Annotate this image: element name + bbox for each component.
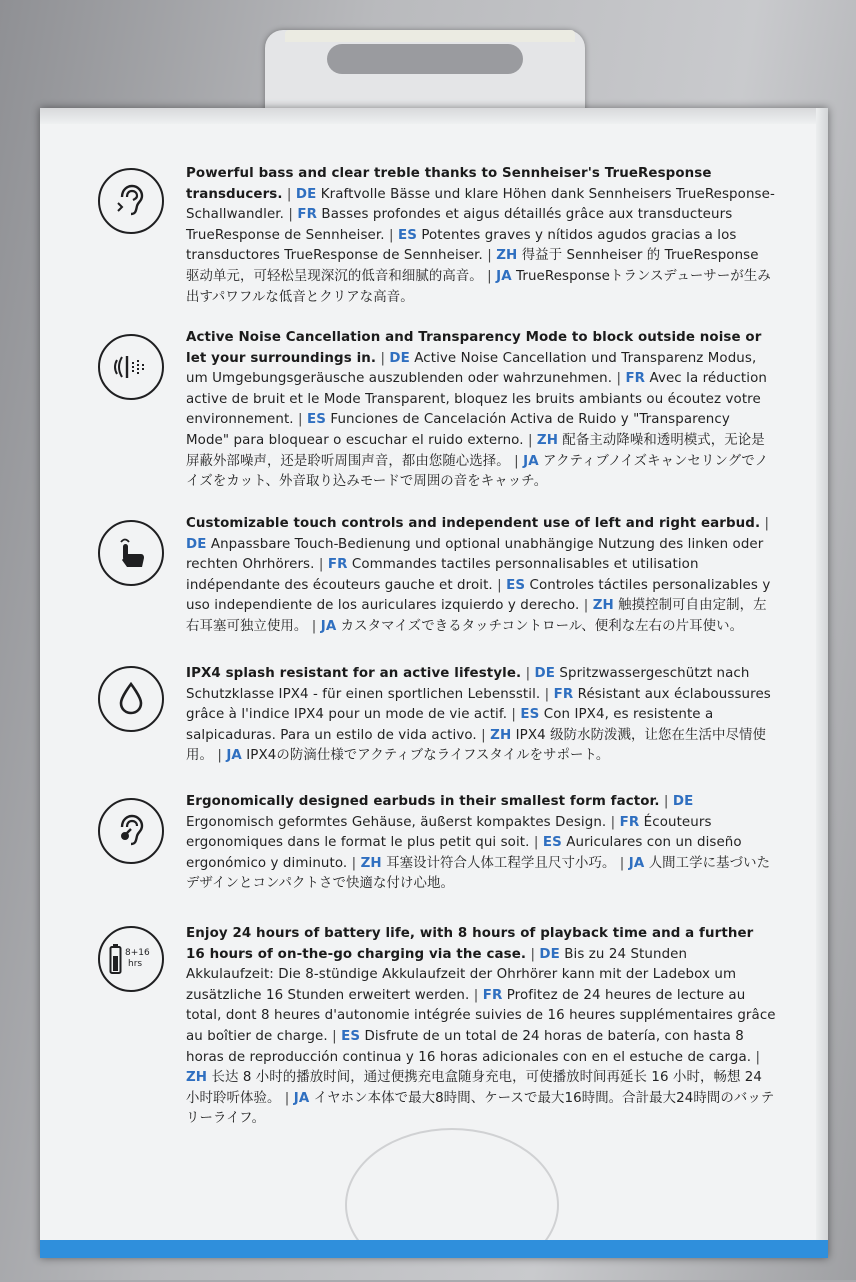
text-es: Con IPX4, es resistente a salpicaduras. Para un estilo de vida activo. xyxy=(186,707,714,743)
text-fr: Profitez de 24 heures de lecture au total, dont 8 heures d'autonomie intégrée suivies de 16 heures supplémentaires grâce au boîtier de charge. xyxy=(186,987,776,1044)
lang-code-ja: JA xyxy=(226,748,242,764)
ear-earbud-icon xyxy=(98,798,164,864)
text-ja: IPX4の防滴仕様でアクティブなライフスタイルをサポート。 xyxy=(246,748,610,764)
lang-code-ja: JA xyxy=(496,268,512,284)
battery-label-line1: 8+16 xyxy=(125,948,150,958)
text-ja: 人間工学に基づいたデザインとコンパクトさで快適な付け心地。 xyxy=(186,855,771,892)
lang-code-fr: FR xyxy=(482,987,503,1003)
feature-headline: IPX4 splash resistant for an active lifestyle. xyxy=(186,666,522,681)
lang-code-fr: FR xyxy=(327,557,348,573)
feature-text: Ergonomically designed earbuds in their smallest form factor. | DE Ergonomisch geformtes Gehäuse, äußerst kompaktes Design. | FR Écouteurs ergonomiques dans le format le plus petit qui soit. | ES Auriculares con un diseño ergonómico y diminuto. | ZH 耳塞设计符合人体工程学且尺寸小巧。 | JA 人間工学に基づいたデザインとコンパクトさで快適な付け心地。 xyxy=(186,794,771,892)
tag-strip xyxy=(285,30,575,42)
lang-code-de: DE xyxy=(539,946,560,962)
blue-accent-strip xyxy=(40,1240,828,1258)
feature-headline: Customizable touch controls and independent use of left and right earbud. xyxy=(186,516,761,531)
text-ja: カスタマイズできるタッチコントロール、便利な左右の片耳使い。 xyxy=(340,618,744,634)
text-zh: IPX4 级防水防泼溅，让您在生活中尽情使用。 xyxy=(186,727,766,764)
box-top-edge xyxy=(40,108,828,124)
text-ja: アクティブノイズキャンセリングでノイズをカット、外音取り込みモードで周囲の音をキャッチ。 xyxy=(186,453,769,490)
text-zh: 耳塞设计符合人体工程学且尺寸小巧。 xyxy=(386,855,616,871)
text-de: Spritzwassergeschützt nach Schutzklasse IPX4 - für einen sportlichen Lebensstil. xyxy=(186,666,750,702)
lang-code-zh: ZH xyxy=(536,432,559,448)
lang-code-fr: FR xyxy=(553,686,574,702)
text-fr: Basses profondes et aigus détaillés grâce aux transducteurs TrueResponse de Sennheiser. xyxy=(186,207,733,243)
feature-text: Customizable touch controls and independent use of left and right earbud. | DE Anpassbare Touch-Bedienung und optional unabhängige Nutzung des linken oder rechten Ohrhörers. | FR Commandes tactiles personnalisables et utilisation indépendante des écouteurs gauche et droit. | ES Controles táctiles personalizables y uso independiente de los auriculares izquierdo y derecho. | ZH 触摸控制可自由定制，左右耳塞可独立使用。 | JA カスタマイズできるタッチコントロール、便利な左右の片耳使い。 xyxy=(186,516,771,634)
text-de: Anpassbare Touch-Bedienung und optional unabhängige Nutzung des linken oder rechten Ohrhörers. xyxy=(186,536,764,573)
lang-code-de: DE xyxy=(295,186,317,202)
lang-code-es: ES xyxy=(397,227,417,243)
lang-code-zh: ZH xyxy=(360,855,382,871)
feature-headline: Ergonomically designed earbuds in their smallest form factor. xyxy=(186,794,660,809)
noise-cancellation-icon xyxy=(98,334,164,400)
text-es: Disfrute de un total de 24 horas de batería, con hasta 8 horas de reproducción continua y 16 horas adicionales con en el estuche de carga. xyxy=(186,1028,752,1065)
pull-tab-outline xyxy=(345,1128,559,1282)
lang-code-zh: ZH xyxy=(592,598,614,614)
text-zh: 长达 8 小时的播放时间，通过便携充电盒随身充电，可使播放时间再延长 16 小时，畅想 24 小时聆听体验。 xyxy=(186,1070,763,1106)
lang-code-fr: FR xyxy=(297,207,318,223)
text-ja: イヤホン本体で最大8時間、ケースで最大16時間。合計最大24時間のバッテリーライフ。 xyxy=(186,1090,775,1127)
box-right-edge xyxy=(816,108,828,1258)
text-de: Kraftvolle Bässe und klare Höhen dank Sennheisers TrueResponse-Schallwandler. xyxy=(186,186,775,223)
text-zh: 配备主动降噪和透明模式，无论是屏蔽外部噪声，还是聆听周围声音，都由您随心选择。 xyxy=(186,432,765,469)
package-back xyxy=(40,108,828,1258)
text-fr: Commandes tactiles personnalisables et utilisation indépendante des écouteurs gauche et droit. xyxy=(186,557,699,593)
lang-code-es: ES xyxy=(542,835,562,851)
text-de: Bis zu 24 Stunden Akkulaufzeit: Die 8-stündige Akkulaufzeit der Ohrhörer kann mit der Ladebox um zusätzliche 16 Stunden erweitert werden. xyxy=(186,946,737,1003)
battery-icon xyxy=(98,926,164,992)
water-drop-icon xyxy=(98,666,164,732)
feature-headline: Active Noise Cancellation and Transparency Mode to block outside noise or let your surroundings in. xyxy=(186,330,762,366)
feature-text: Powerful bass and clear treble thanks to Sennheiser's TrueResponse transducers. | DE Kraftvolle Bässe und klare Höhen dank Sennheisers TrueResponse-Schallwandler. | FR Basses profondes et aigus détaillés grâce aux transducteurs TrueResponse de Sennheiser. | ES Potentes graves y nítidos agudos gracias a los transductores TrueResponse de Sennheiser. | ZH 得益于 Sennheiser 的 TrueResponse 驱动单元，可轻松呈现深沉的低音和细腻的高音。 | JA TrueResponseトランスデューサーが生み出すパワフルな低音とクリアな高音。 xyxy=(186,166,775,305)
feature-text: IPX4 splash resistant for an active lifestyle. | DE Spritzwassergeschützt nach Schutzklasse IPX4 - für einen sportlichen Lebensstil. | FR Résistant aux éclaboussures grâce à l'indice IPX4 pour un mode de vie actif. | ES Con IPX4, es resistente a salpicaduras. Para un estilo de vida activo. | ZH IPX4 级防水防泼溅，让您在生活中尽情使用。 | JA IPX4の防滴仕様でアクティブなライフスタイルをサポート。 xyxy=(186,666,771,764)
lang-code-zh: ZH xyxy=(490,727,512,743)
text-de: Active Noise Cancellation und Transparenz Modus, um Umgebungsgeräusche auszublenden oder wahrzunehmen. xyxy=(186,350,757,387)
text-fr: Écouteurs ergonomiques dans le format le plus petit qui soit. xyxy=(186,814,712,851)
hang-slot xyxy=(327,44,523,74)
text-zh: 得益于 Sennheiser 的 TrueResponse 驱动单元，可轻松呈现深沉的低音和细腻的高音。 xyxy=(186,248,759,284)
text-es: Controles táctiles personalizables y uso independiente de los auriculares izquierdo y derecho. xyxy=(186,577,771,614)
text-es: Funciones de Cancelación Activa de Ruido y "Transparency Mode" para bloquear o escuchar el ruido externo. xyxy=(186,412,730,448)
lang-code-de: DE xyxy=(534,666,556,681)
lang-code-de: DE xyxy=(186,536,207,552)
text-fr: Avec la réduction active de bruit et le Mode Transparent, bloquez les bruits ambiants ou écoutez votre environnement. xyxy=(186,371,767,428)
text-fr: Résistant aux éclaboussures grâce à l'indice IPX4 pour un mode de vie actif. xyxy=(186,686,771,723)
lang-code-es: ES xyxy=(506,577,526,593)
lang-code-zh: ZH xyxy=(496,248,518,264)
lang-code-es: ES xyxy=(307,412,327,428)
lang-code-ja: JA xyxy=(628,855,645,871)
lang-code-ja: JA xyxy=(523,453,539,469)
text-es: Auriculares con un diseño ergonómico y diminuto. xyxy=(186,835,742,871)
lang-code-de: DE xyxy=(389,350,410,366)
text-es: Potentes graves y nítidos agudos gracias a los transductores TrueResponse de Sennheiser. xyxy=(186,227,737,264)
touch-hand-icon xyxy=(98,520,164,586)
lang-code-zh: ZH xyxy=(186,1070,208,1086)
text-ja: TrueResponseトランスデューサーが生み出すパワフルな低音とクリアな高音。 xyxy=(186,268,771,305)
text-zh: 触摸控制可自由定制，左右耳塞可独立使用。 xyxy=(186,598,767,634)
lang-code-es: ES xyxy=(341,1028,361,1044)
lang-code-fr: FR xyxy=(625,371,646,387)
feature-text: Enjoy 24 hours of battery life, with 8 hours of playback time and a further 16 hours of on-the-go charging via the case. | DE Bis zu 24 Stunden Akkulaufzeit: Die 8-stündige Akkulaufzeit der Ohrhörer kann mit der Ladebox um zusätzliche 16 Stunden erweitert werden. | FR Profitez de 24 heures de lecture au total, dont 8 heures d'autonomie intégrée suivies de 16 heures supplémentaires grâce au boîtier de charge. | ES Disfrute de un total de 24 horas de batería, con hasta 8 horas de reproducción continua y 16 horas adicionales con en el estuche de carga. | ZH 长达 8 小时的播放时间，通过便携充电盒随身充电，可使播放时间再延长 16 小时，畅想 24 小时聆听体验。 | JA イヤホン本体で最大8時間、ケースで最大16時間。合計最大24時間のバッテリーライフ。 xyxy=(186,926,776,1127)
lang-code-fr: FR xyxy=(619,814,640,830)
feature-text: Active Noise Cancellation and Transparency Mode to block outside noise or let your surroundings in. | DE Active Noise Cancellation und Transparenz Modus, um Umgebungsgeräusche auszublenden oder wahrzunehmen. | FR Avec la réduction active de bruit et le Mode Transparent, bloquez les bruits ambiants ou écoutez votre environnement. | ES Funciones de Cancelación Activa de Ruido y "Transparency Mode" para bloquear o escuchar el ruido externo. | ZH 配备主动降噪和透明模式，无论是屏蔽外部噪声，还是聆听周围声音，都由您随心选择。 | JA アクティブノイズキャンセリングでノイズをカット、外音取り込みモードで周囲の音をキャッチ。 xyxy=(186,330,769,490)
lang-code-ja: JA xyxy=(293,1090,310,1106)
feature-headline: Powerful bass and clear treble thanks to Sennheiser's TrueResponse transducers. xyxy=(186,166,712,202)
feature-headline: Enjoy 24 hours of battery life, with 8 hours of playback time and a further 16 hours of on-the-go charging via the case. xyxy=(186,926,754,962)
ear-bass-icon xyxy=(98,168,164,234)
lang-code-ja: JA xyxy=(320,618,337,634)
text-de: Ergonomisch geformtes Gehäuse, äußerst kompaktes Design. xyxy=(186,814,607,830)
lang-code-es: ES xyxy=(520,707,540,723)
battery-label-line2: hrs xyxy=(128,959,143,969)
lang-code-de: DE xyxy=(672,794,694,809)
